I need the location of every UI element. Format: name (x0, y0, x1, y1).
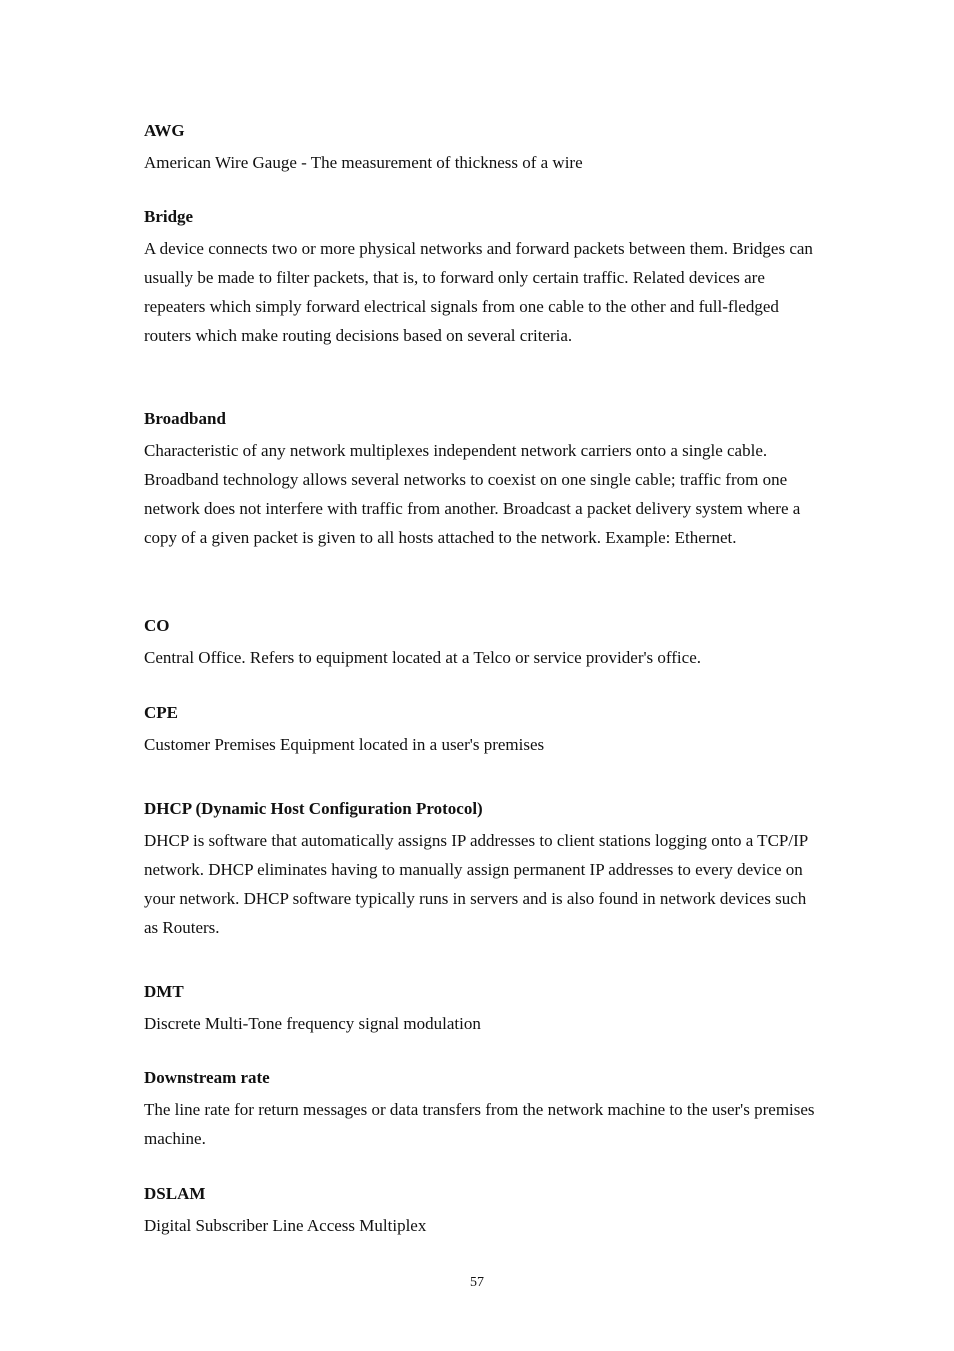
entry-term: DSLAM (144, 1184, 206, 1203)
entry-definition: DHCP is software that automatically assigns IP addresses to client stations logging onto a TCP/IP network. DHCP eliminates having to manually assign permanent IP addresses to every device on your network. DHCP software typically runs in servers and is also found in network devices such as Routers. (144, 831, 808, 937)
entry-term: DMT (144, 982, 184, 1001)
entry-term: Bridge (144, 207, 194, 226)
entry-definition: Digital Subscriber Line Access Multiplex (144, 1216, 427, 1235)
glossary-entry-downstream-rate (144, 1067, 824, 1153)
entry-term: CO (144, 616, 170, 635)
page-number: 57 (470, 1275, 484, 1290)
entry-definition: Central Office. Refers to equipment located at a Telco or service provider's office. (144, 648, 701, 667)
glossary-entry-co (144, 615, 824, 672)
entry-definition: Customer Premises Equipment located in a user's premises (144, 735, 545, 754)
glossary-entry-dmt (144, 981, 824, 1038)
entry-definition: A device connects two or more physical networks and forward packets between them. Bridges can usually be made to filter packets, that is, to forward only certain traffic. Related devices are repeaters which simply forward electrical signals from one cable to the other and full-fledged routers which make routing decisions based on several criteria. (144, 239, 813, 345)
glossary-entry-dhcp (144, 798, 824, 942)
entry-definition: American Wire Gauge - The measurement of thickness of a wire (144, 153, 583, 172)
entry-definition: The line rate for return messages or data transfers from the network machine to the user's premises machine. (144, 1100, 815, 1148)
glossary-entry-broadband (144, 408, 824, 552)
entry-term: DHCP (Dynamic Host Configuration Protocol) (144, 799, 483, 818)
glossary-entry-cpe (144, 702, 824, 759)
glossary-entry-awg (144, 120, 824, 177)
entry-definition: Discrete Multi-Tone frequency signal modulation (144, 1014, 481, 1033)
entry-term: AWG (144, 121, 185, 140)
entry-term: Broadband (144, 409, 226, 428)
entry-term: Downstream rate (144, 1068, 270, 1087)
glossary-entry-dslam (144, 1183, 824, 1240)
entry-definition: Characteristic of any network multiplexes independent network carriers onto a single cable. Broadband technology allows several networks to coexist on one single cable; traffic from one network does not interfere with traffic from another. Broadcast a packet delivery system where a copy of a given packet is given to all hosts attached to the network. Example: Ethernet. (144, 441, 801, 547)
glossary-entry-bridge (144, 206, 824, 350)
entry-term: CPE (144, 703, 178, 722)
